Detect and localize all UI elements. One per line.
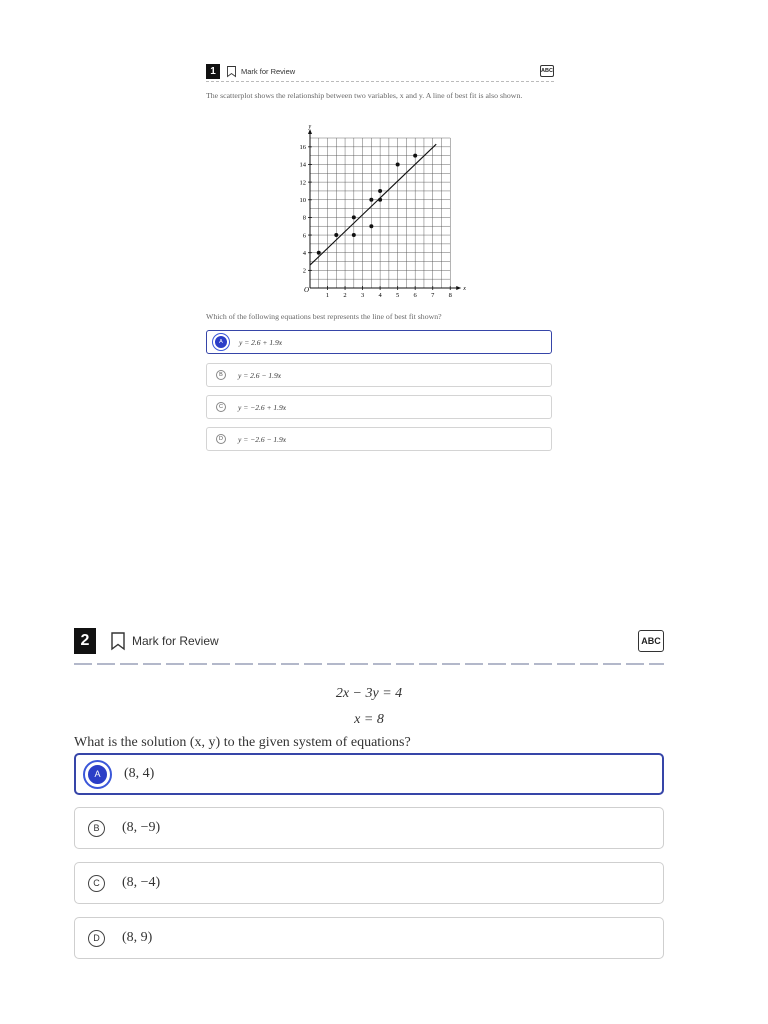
choice-text: (8, 4) [124, 766, 155, 781]
question-1 [206, 62, 554, 444]
origin-label: O [304, 286, 310, 294]
x-tick-label: 1 [325, 292, 330, 299]
x-tick-label: 5 [396, 292, 400, 299]
question-2-header [74, 627, 664, 655]
x-tick-label: 6 [413, 292, 417, 299]
header-divider [206, 81, 554, 86]
scatterplot [290, 122, 466, 302]
bookmark-icon[interactable] [227, 66, 236, 77]
y-tick-label: 4 [302, 249, 306, 257]
question-1-header [206, 62, 554, 80]
data-point [378, 198, 382, 202]
equation-1: 2x − 3y = 4 [335, 686, 403, 701]
choice-letter: C [88, 875, 105, 892]
data-point [317, 251, 321, 255]
data-point [369, 224, 373, 228]
mark-for-review-label[interactable]: Mark for Review [132, 634, 219, 648]
data-point [352, 215, 356, 219]
answer-choice-c[interactable] [74, 862, 664, 904]
y-tick-label: 10 [299, 196, 306, 204]
choice-text: y = −2.6 − 1.9x [238, 434, 287, 444]
y-tick-label: 6 [302, 232, 306, 240]
question-stem: Which of the following equations best represents the line of best fit shown? [206, 312, 442, 321]
answer-choice-a[interactable] [74, 753, 664, 795]
answer-choice-c[interactable] [206, 395, 552, 419]
question-prompt: The scatterplot shows the relationship between two variables, x and y. A line of best fit is also shown. [206, 91, 523, 100]
data-point [378, 189, 382, 193]
y-axis-label: y [308, 124, 312, 130]
data-point [334, 233, 338, 237]
x-tick-label: 4 [378, 292, 382, 299]
answer-choice-d[interactable] [74, 917, 664, 959]
choice-text: y = 2.6 + 1.9x [239, 337, 283, 347]
choice-text: (8, 9) [122, 930, 153, 945]
choice-text: (8, −9) [122, 820, 161, 835]
y-tick-label: 12 [299, 179, 306, 187]
data-point [413, 154, 417, 158]
x-tick-label: 8 [448, 292, 452, 299]
data-point [396, 162, 400, 166]
question-number: 1 [206, 64, 220, 79]
choice-letter: C [216, 402, 226, 412]
choice-letter: D [88, 930, 105, 947]
question-number: 2 [74, 628, 96, 654]
x-tick-label: 3 [360, 292, 365, 299]
line-of-best-fit [310, 144, 436, 265]
x-axis-arrow [456, 286, 461, 290]
choice-letter: D [216, 434, 226, 444]
y-tick-label: 14 [299, 161, 306, 169]
choice-text: (8, −4) [122, 875, 161, 890]
choice-text: y = −2.6 + 1.9x [238, 402, 287, 412]
equation-2: x = 8 [354, 712, 384, 727]
y-tick-label: 2 [302, 267, 306, 275]
answer-choice-d[interactable] [206, 427, 552, 451]
choice-letter: A [88, 765, 107, 784]
choice-letter: B [88, 820, 105, 837]
y-tick-label: 16 [299, 144, 306, 152]
x-tick-label: 7 [431, 292, 435, 299]
question-stem: What is the solution (x, y) to the given system of equations? [74, 735, 411, 750]
bookmark-icon[interactable] [111, 632, 125, 650]
choice-letter: A [215, 336, 227, 348]
y-tick-label: 8 [302, 214, 306, 222]
question-2 [74, 627, 664, 945]
x-tick-label: 2 [343, 292, 347, 299]
data-point [369, 198, 373, 202]
header-divider [74, 662, 664, 668]
abc-strikethrough-icon[interactable]: ABC [540, 65, 554, 77]
choice-text: y = 2.6 − 1.9x [238, 370, 282, 380]
abc-strikethrough-icon[interactable]: ABC [638, 630, 664, 652]
answer-choice-a[interactable] [206, 330, 552, 354]
answer-choice-b[interactable] [74, 807, 664, 849]
answer-choice-b[interactable] [206, 363, 552, 387]
x-axis-label: x [463, 286, 466, 292]
mark-for-review-label[interactable]: Mark for Review [241, 66, 296, 76]
data-point [352, 233, 356, 237]
choice-letter: B [216, 370, 226, 380]
